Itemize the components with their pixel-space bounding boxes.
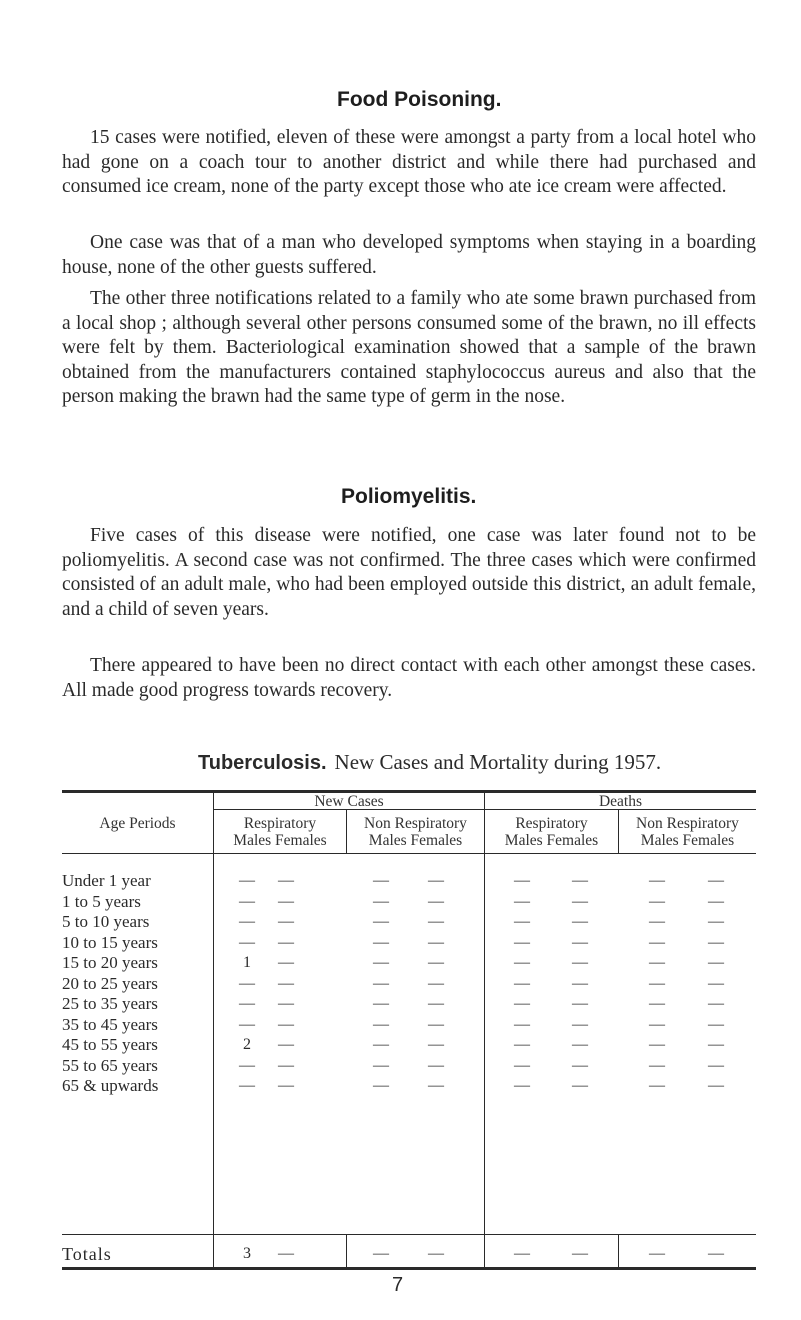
table-cell: — [428,872,444,889]
table-cell: — [373,995,389,1012]
food-poisoning-paragraph-1: 15 cases were notified, eleven of these were amongst a party from a local hotel who had gone on a coach tour to another district and while there had purchased and consumed ice cream, none of the party except those who ate ice cream were affected. [62,127,756,197]
table-cell: — [373,1077,389,1094]
table-cell: — [572,974,588,992]
header-bottom-rule [62,853,756,854]
table-cell: — [428,974,444,992]
column-divider-4b [618,1235,619,1267]
totals-top-rule [62,1234,756,1235]
table-cell: 2 [243,1036,251,1053]
table-cell: — [708,1015,724,1033]
table-cell: — [572,1077,588,1094]
table-cell: — [572,995,588,1012]
table-cell: — [708,974,724,992]
table-cell: — [649,974,665,992]
table-cell: — [514,954,530,971]
new-nonresp-header: Non Respiratory [364,815,467,832]
poliomyelitis-paragraph-2: There appeared to have been no direct contact with each other amongst these cases. All made good progress towards recovery. [62,655,756,701]
table-row-label: 5 to 10 years [62,912,150,931]
table-cell: — [514,892,530,910]
table-cell: — [278,954,294,971]
poliomyelitis-heading: Poliomyelitis. [341,485,477,508]
table-row-label: 55 to 65 years [62,1055,158,1075]
column-divider-1 [213,793,214,1267]
table-cell: — [572,892,588,910]
table-row-label: 10 to 15 years [62,932,158,952]
table-cell: — [373,872,389,889]
table-cell: — [278,974,294,992]
table-cell: — [428,892,444,910]
table-cell: — [649,913,665,930]
table-cell: — [708,933,724,951]
table-cell: — [373,913,389,930]
table-cell: — [649,1056,665,1074]
table-cell: — [572,872,588,889]
table-cell: — [428,1077,444,1094]
table-cell: — [278,1015,294,1033]
table-cell: — [239,872,255,889]
table-cell: — [239,892,255,910]
table-cell: — [708,1077,724,1094]
table-cell: — [278,933,294,951]
table-cell: — [649,1015,665,1033]
table-cell: — [373,954,389,971]
totals-cell: 3 [243,1245,251,1262]
table-cell: — [373,892,389,910]
column-divider-3 [484,793,485,1267]
poliomyelitis-paragraph-1: Five cases of this disease were notified, one case was later found not to be poliomyelitis. A second case was not confirmed. The three cases which were confirmed consisted of an adult male, who had been employed outside this district, an adult female, and a child of seven years. [62,525,756,620]
table-cell: — [572,933,588,951]
new-resp-header: Respiratory [243,815,317,832]
table-cell: — [514,913,530,930]
table-cell: — [278,892,294,910]
table-cell: — [373,1056,389,1074]
age-periods-header: Age Periods [99,815,176,832]
table-row-label: 65 & upwards [62,1076,159,1095]
page-number: 7 [392,1274,404,1296]
food-poisoning-paragraph-2: One case was that of a man who developed symptoms when staying in a boarding house, none of the other guests suffered. [62,232,756,278]
table-row-label: 15 to 20 years [62,953,158,972]
totals-cell: — [572,1245,588,1262]
table-row-label: 35 to 45 years [62,1014,158,1034]
food-poisoning-heading: Food Poisoning. [337,88,502,111]
table-cell: — [572,954,588,971]
table-cell: — [572,1015,588,1033]
table-cell: — [514,1056,530,1074]
table-cell: — [649,954,665,971]
table-cell: — [572,1036,588,1053]
table-cell: — [514,872,530,889]
new-cases-header: New Cases [314,793,384,810]
table-cell: — [373,1015,389,1033]
table-cell: — [239,913,255,930]
table-cell: — [278,1056,294,1074]
deaths-header: Deaths [598,793,643,810]
table-cell: — [373,974,389,992]
table-cell: — [428,1036,444,1053]
column-divider-2b [346,1235,347,1267]
table-cell: — [278,872,294,889]
table-row-label: 20 to 25 years [62,973,158,993]
table-cell: — [514,1077,530,1094]
table-row-label: 25 to 35 years [62,994,158,1013]
table-cell: — [572,1056,588,1074]
table-cell: — [649,892,665,910]
table-cell: — [514,1015,530,1033]
totals-label: Totals [62,1244,112,1264]
table-cell: — [708,1036,724,1053]
table-cell: — [239,1056,255,1074]
totals-cell: — [514,1245,530,1262]
totals-cell: — [708,1245,724,1262]
table-cell: — [572,913,588,930]
table-cell: — [278,1036,294,1053]
table-cell: 1 [243,954,251,971]
table-cell: — [373,1036,389,1053]
table-cell: — [373,933,389,951]
new-nonresp-sex-header: Males Females [368,832,463,849]
table-cell: — [514,1036,530,1053]
table-cell: — [428,933,444,951]
totals-cell: — [278,1245,294,1262]
table-cell: — [649,995,665,1012]
table-cell: — [514,995,530,1012]
food-poisoning-paragraph-3: The other three notifications related to a family who ate some brawn purchased from a local shop ; although several other persons consumed some of the brawn, no ill effects were felt by them. Bacteriological examination showed that a sample of the brawn obtained from the manufacturers contained staphylococcus aureus and also that the person making the brawn had the same type of germ in the nose. [62,288,756,407]
table-cell: — [278,1077,294,1094]
new-resp-sex-header: Males Females [233,832,327,849]
table-cell: — [708,872,724,889]
table-cell: — [278,913,294,930]
tuberculosis-title [198,750,661,775]
table-cell: — [428,913,444,930]
totals-cell: — [649,1245,665,1262]
table-cell: — [239,974,255,992]
table-cell: — [428,1015,444,1033]
table-cell: — [239,933,255,951]
table-cell: — [278,995,294,1012]
death-resp-sex-header: Males Females [504,832,599,849]
death-resp-header: Respiratory [515,815,588,832]
table-cell: — [428,995,444,1012]
table-cell: — [708,995,724,1012]
totals-cell: — [428,1245,444,1262]
totals-cell: — [373,1245,389,1262]
table-cell: — [514,974,530,992]
table-row-label: 1 to 5 years [62,891,141,911]
table-cell: — [239,1077,255,1094]
table-cell: — [428,1056,444,1074]
table-cell: — [649,1077,665,1094]
tuberculosis-label: Tuberculosis. [198,752,327,774]
table-row-label: Under 1 year [62,871,151,890]
table-cell: — [649,1036,665,1053]
death-nonresp-header: Non Respiratory [636,815,739,832]
table-cell: — [649,872,665,889]
table-cell: — [649,933,665,951]
table-cell: — [239,1015,255,1033]
tuberculosis-title-text: New Cases and Mortality during 1957. [334,750,662,774]
table-cell: — [428,954,444,971]
table-cell: — [239,995,255,1012]
table-cell: — [708,954,724,971]
table-cell: — [708,1056,724,1074]
table-cell: — [514,933,530,951]
death-nonresp-sex-header: Males Females [640,832,735,849]
table-bottom-rule [62,1267,756,1270]
table-cell: — [708,913,724,930]
table-cell: — [708,892,724,910]
table-row-label: 45 to 55 years [62,1035,158,1054]
